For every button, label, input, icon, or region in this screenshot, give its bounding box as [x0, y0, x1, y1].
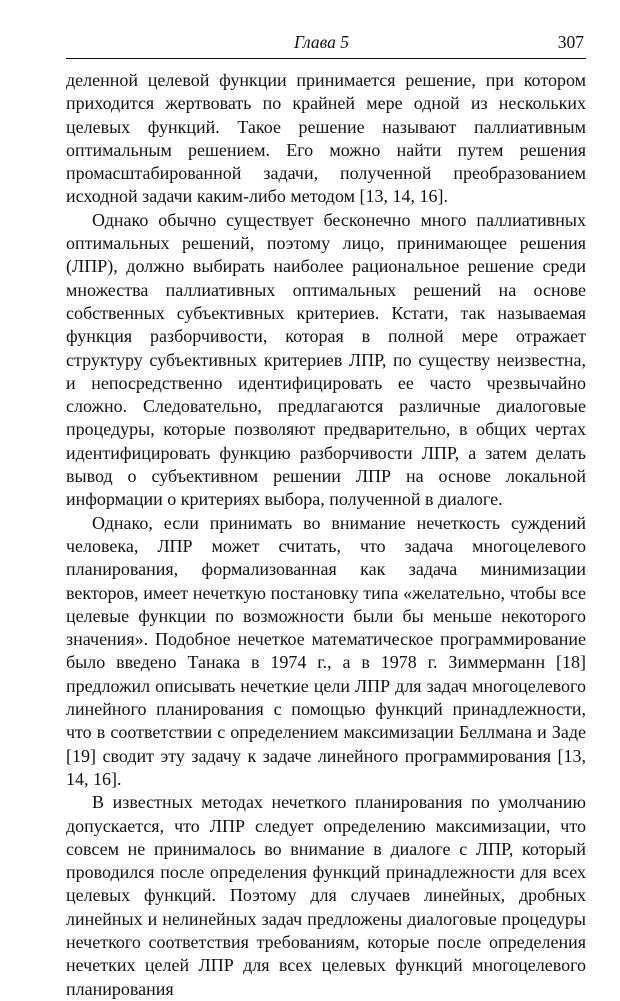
- paragraph: Однако обычно существует бесконечно много паллиативных оптимальных решений, поэтому лицо, принимающее решения (ЛПР), должно выбирать наиболее рациональное решение среди множества паллиативных оптимальных решений на основе собственных субъективных критериев. Кстати, так называемая функция разборчивости, которая в полной мере отражает структуру субъективных критериев ЛПР, по существу неизвестна, и непосредственно идентифицировать ее часто чрезвычайно сложно. Следовательно, предлагаются различные диалоговые процедуры, которые позволяют предварительно, в общих чертах идентифицировать функцию разборчивости ЛПР, а затем делать вывод о субъективном решении ЛПР на основе локальной информации о критериях выбора, полученной в диалоге.: [66, 209, 586, 510]
- paragraph: В известных методах нечеткого планирования по умолчанию допускается, что ЛПР следует определению максимизации, что совсем не принималось во внимание в диалоге с ЛПР, который проводился после определения функций принадлежности для всех целевых функций. Поэтому для случаев линейных, дробных линейных и нелинейных задач предложены диалоговые процедуры нечеткого соответствия требованиям, которые после определения нечетких целей ЛПР для всех целевых функций многоцелевого планирования: [66, 792, 586, 999]
- page-number: 307: [557, 32, 584, 52]
- paragraph: Однако, если принимать во внимание нечеткость суждений человека, ЛПР может считать, что задача многоцелевого планирования, формализованная как задача минимизации векторов, имеет нечеткую постановку типа «желательно, чтобы все целевые функции по возможности были бы меньше некоторого значения». Подобное нечеткое математическое программирование было введено Танака в 1974 г., а в 1978 г. Зиммерманн [18] предложил описывать нечеткие цели ЛПР для задач многоцелевого линейного планирования с помощью функций принадлежности, что в соответствии с определением максимизации Беллмана и Заде [19] сводит эту задачу к задаче линейного программирования [13, 14, 16].: [66, 512, 586, 789]
- running-header: [66, 28, 586, 59]
- paragraph-continuation: деленной целевой функции принимается решение, при котором приходится жертвовать по крайней мере одной из нескольких целевых функций. Такое решение называют паллиативным оптимальным решением. Его можно найти путем решения промасштабированной задачи, полученной преобразованием исходной задачи каким-либо методом [13, 14, 16].: [66, 70, 586, 207]
- chapter-title: Глава 5: [294, 32, 349, 52]
- body-text: [66, 69, 586, 1001]
- book-page: [66, 28, 586, 1001]
